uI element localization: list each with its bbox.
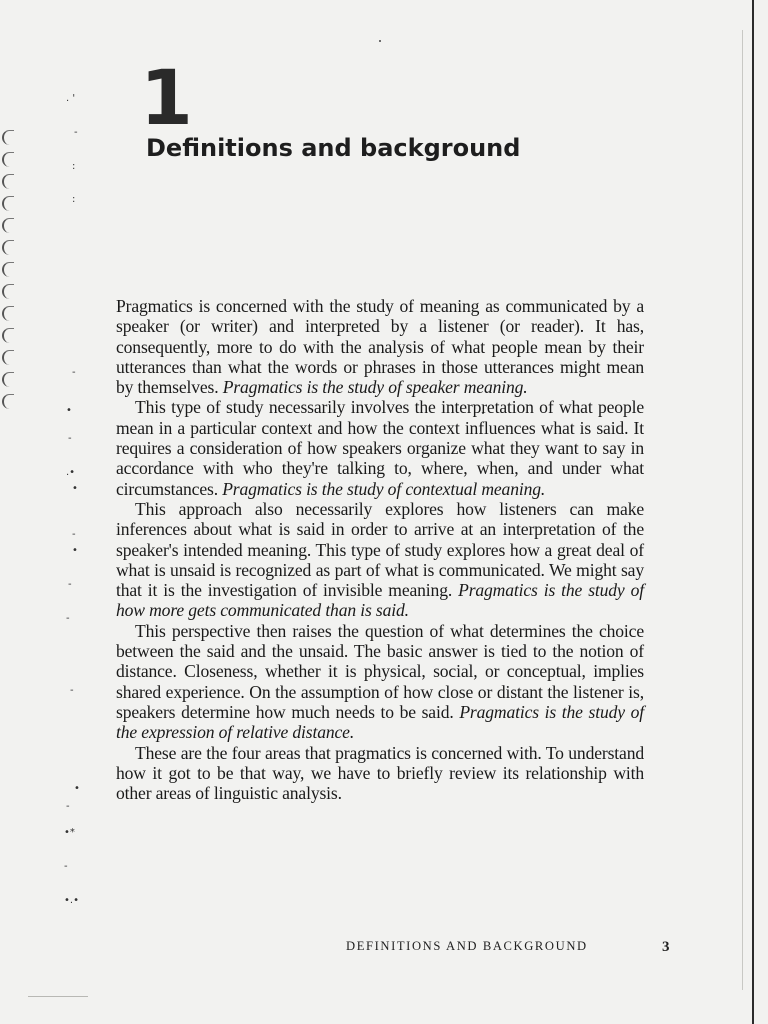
paragraph — [116, 296, 644, 397]
margin-scan-mark: •* — [64, 827, 75, 838]
paragraph-text: This perspective then raises the question of what determines the choice between the said and the unsaid. The basic answer is tied to the notion of distance. Closeness, whether it is physical, social, or conceptual, implies shared experience. On the assumption of how close or distant the listener is, speakers determine how much needs to be said. — [116, 620, 644, 722]
margin-scan-mark: - — [66, 801, 70, 812]
margin-scan-mark: - — [68, 433, 72, 444]
running-footer-title: DEFINITIONS AND BACKGROUND — [346, 939, 588, 953]
chapter-title: Definitions and background — [146, 134, 521, 162]
body-text — [116, 296, 644, 803]
scan-edge-shadow — [742, 30, 743, 990]
paragraph-text: This type of study necessarily involves the interpretation of what people mean in a particular context and how the context influences what is said. It requires a consideration of how speakers organize what they want to say in accordance with who they're talking to, where, when, and under what circumstances. — [116, 397, 644, 499]
margin-scan-mark: - — [72, 529, 76, 540]
paragraph-emphasis: Pragmatics is the study of how more gets communicated than is said. — [116, 580, 644, 621]
page-number: 3 — [662, 939, 670, 955]
margin-scan-mark: - — [74, 127, 78, 138]
margin-scan-mark: : — [72, 161, 76, 172]
page-spine-edge — [752, 0, 754, 1024]
paragraph-text: These are the four areas that pragmatics is concerned with. To understand how it got to be that way, we have to briefly review its relationship with other areas of linguistic analysis. — [116, 742, 644, 804]
margin-scan-mark: : — [72, 194, 76, 205]
margin-scan-mark: •.• — [64, 895, 79, 906]
margin-scan-mark: - — [68, 579, 72, 590]
margin-scan-mark: - — [70, 685, 74, 696]
margin-scan-mark: - — [66, 613, 70, 624]
paragraph-text: This approach also necessarily explores how listeners can make inferences about what is said in order to arrive at an interpretation of the speaker's intended meaning. This type of study explores how a great deal of what is unsaid is recognized as part of what is communicated. We might say that it is the investigation of invisible meaning. — [116, 498, 644, 601]
paragraph — [116, 621, 644, 743]
margin-scan-mark: . ' — [66, 93, 76, 104]
paragraph — [116, 499, 644, 621]
margin-scan-mark: • — [74, 783, 80, 794]
margin-scan-mark: • — [66, 405, 72, 416]
scan-speck — [379, 40, 381, 42]
margin-scan-mark: - — [64, 861, 68, 872]
binding-ring-marks — [0, 130, 24, 460]
margin-scan-mark: • — [72, 545, 78, 556]
paragraph-emphasis: Pragmatics is the study of the expression of relative distance. — [116, 701, 644, 743]
paragraph-text: Pragmatics is concerned with the study of meaning as communicated by a speaker (or writer) and interpreted by a listener (or reader). It has, consequently, more to do with the analysis of what people mean by their utterances than what the words or phrases in those utterances might mean by themselves. — [116, 296, 644, 398]
chapter-number: 1 — [140, 53, 191, 142]
margin-scan-mark: .• — [66, 467, 76, 478]
scan-artifact-line — [28, 996, 88, 997]
paragraph — [116, 743, 644, 804]
paragraph-emphasis: Pragmatics is the study of contextual meaning. — [222, 478, 546, 499]
paragraph-emphasis: Pragmatics is the study of speaker meaning. — [222, 377, 528, 398]
paragraph — [116, 397, 644, 498]
margin-scan-mark: • — [72, 483, 78, 494]
margin-scan-mark: - — [72, 367, 76, 378]
